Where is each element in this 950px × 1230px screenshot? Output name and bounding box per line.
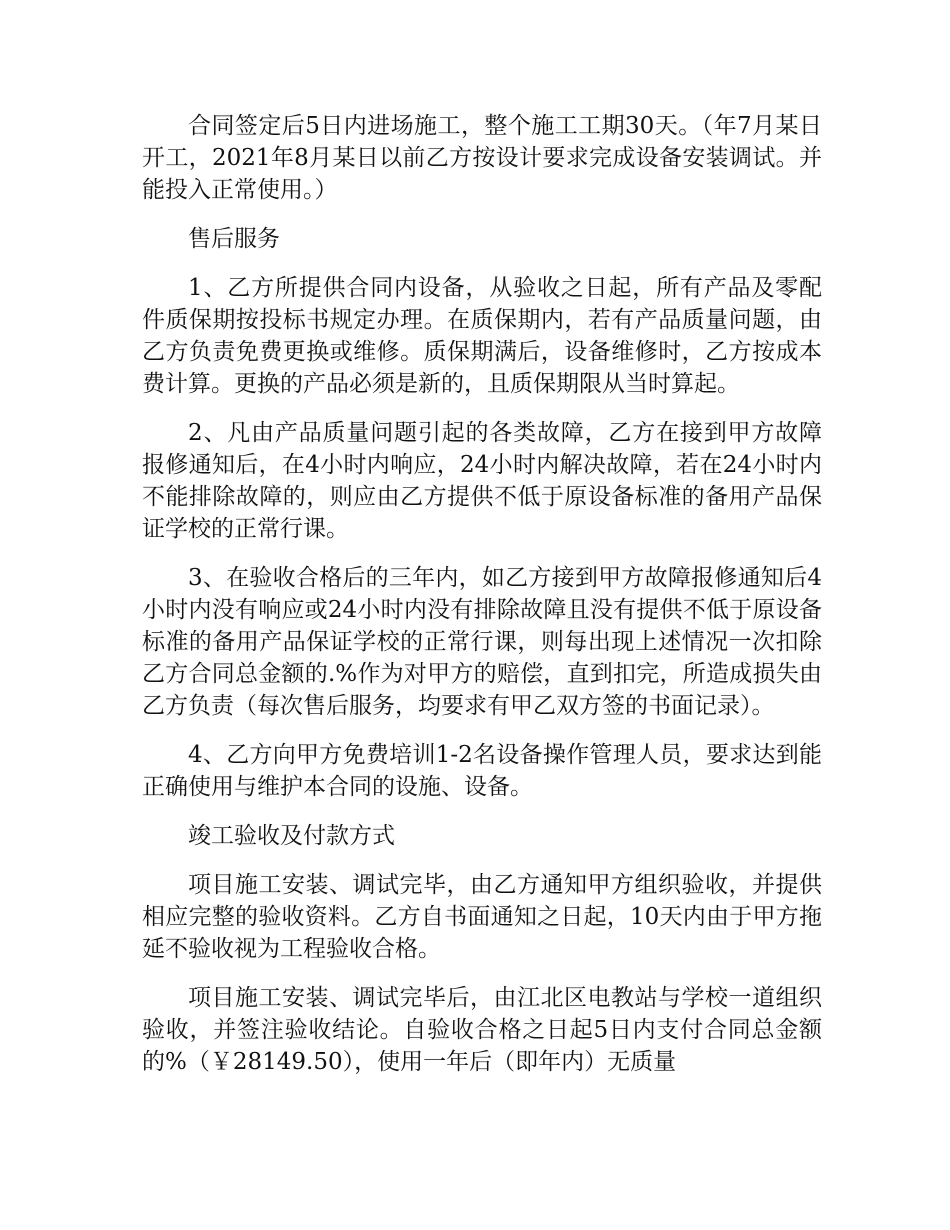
paragraph-construction-schedule: 合同签定后5日内进场施工，整个施工工期30天。（年7月某日开工，2021年8月某日以前乙方按设计要求完成设备安装调试。并能投入正常使用。） <box>142 113 822 203</box>
paragraph-penalty: 3、在验收合格后的三年内，如乙方接到甲方故障报修通知后4小时内没有响应或24小时内没有排除故障且没有提供不低于原设备标准的备用产品保证学校的正常行课，则每出现上述情况一次扣除乙方合同总金额的.%作为对甲方的赔偿，直到扣完，所造成损失由乙方负责（每次售后服务，均要求有甲乙双方签的书面记录）。 <box>142 565 822 719</box>
paragraph-fault-response: 2、凡由产品质量问题引起的各类故障，乙方在接到甲方故障报修通知后，在4小时内响应，24小时内解决故障，若在24小时内不能排除故障的，则应由乙方提供不低于原设备标准的备用产品保证学校的正常行课。 <box>142 420 822 542</box>
heading-acceptance-and-payment: 竣工验收及付款方式 <box>188 823 395 849</box>
paragraph-warranty: 1、乙方所提供合同内设备，从验收之日起，所有产品及零配件质保期按投标书规定办理。在质保期内，若有产品质量问题，由乙方负责免费更换或维修。质保期满后，设备维修时，乙方按成本费计算。更换的产品必须是新的，且质保期限从当时算起。 <box>142 275 822 397</box>
heading-after-sales-service: 售后服务 <box>188 226 280 252</box>
document-body <box>142 110 822 1095</box>
paragraph-training: 4、乙方向甲方免费培训1-2名设备操作管理人员，要求达到能正确使用与维护本合同的设施、设备。 <box>142 742 822 800</box>
paragraph-acceptance-notice: 项目施工安装、调试完毕，由乙方通知甲方组织验收，并提供相应完整的验收资料。乙方自书面通知之日起，10天内由于甲方拖延不验收视为工程验收合格。 <box>142 872 822 962</box>
paragraph-acceptance-payment: 项目施工安装、调试完毕后，由江北区电教站与学校一道组织验收，并签注验收结论。自验收合格之日起5日内支付合同总金额的%（￥28149.50），使用一年后（即年内）无质量 <box>142 985 822 1075</box>
